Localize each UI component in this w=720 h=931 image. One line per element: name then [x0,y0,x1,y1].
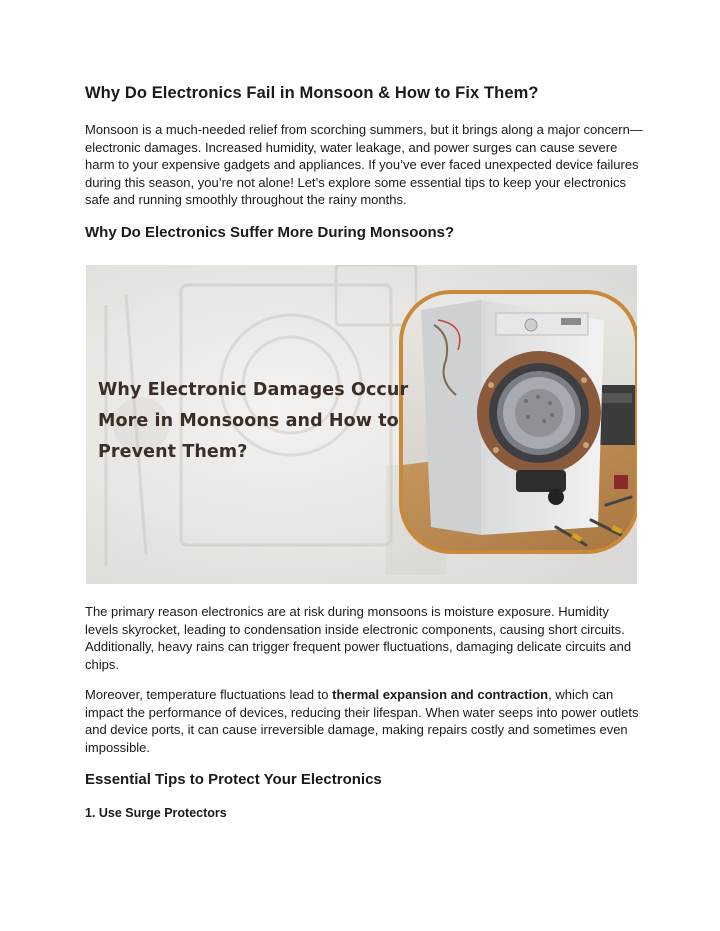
emphasis-thermal-expansion: thermal expansion and contraction [332,687,549,702]
hero-image [86,265,637,584]
hero-overlay-title [98,375,408,468]
section-heading-why: Why Do Electronics Suffer More During Monsoons? [85,224,455,241]
section-heading-tips: Essential Tips to Protect Your Electronics [85,771,382,788]
intro-paragraph: Monsoon is a much-needed relief from scorching summers, but it brings along a major concern—electronic damages. Increased humidity, water leakage, and power surges can cause severe harm to your expensive gadgets and appliances. If you’ve ever faced unexpected device failures during this season, you’re not alone! Let’s explore some essential tips to keep your electronics safe and running smoothly throughout the rainy months. [85,122,643,208]
hero-overlay-line: Why Electronic Damages Occur [98,380,409,400]
body-paragraph-2-end: , which can impact the performance of devices, reducing their lifespan. When water seeps into power outlets and device ports, it can cause irreversible damage, making repairs costly and sometimes even impossible. [85,687,639,755]
hero-overlay-line: Prevent Them? [98,442,248,462]
body-paragraph-2 [85,686,645,756]
body-paragraph-1: The primary reason electronics are at risk during monsoons is moisture exposure. Humidity levels skyrocket, leading to condensation inside electronic components, causing short circuits. Additionally, heavy rains can trigger frequent power fluctuations, damaging delicate circuits and chips. [85,604,632,672]
tip-heading-surge-protectors: 1. Use Surge Protectors [85,806,227,820]
hero-overlay-line: More in Monsoons and How to [98,411,399,431]
page-title: Why Do Electronics Fail in Monsoon & How to Fix Them? [85,84,539,102]
body-paragraph-2-start: Moreover, temperature fluctuations lead to [85,687,333,702]
